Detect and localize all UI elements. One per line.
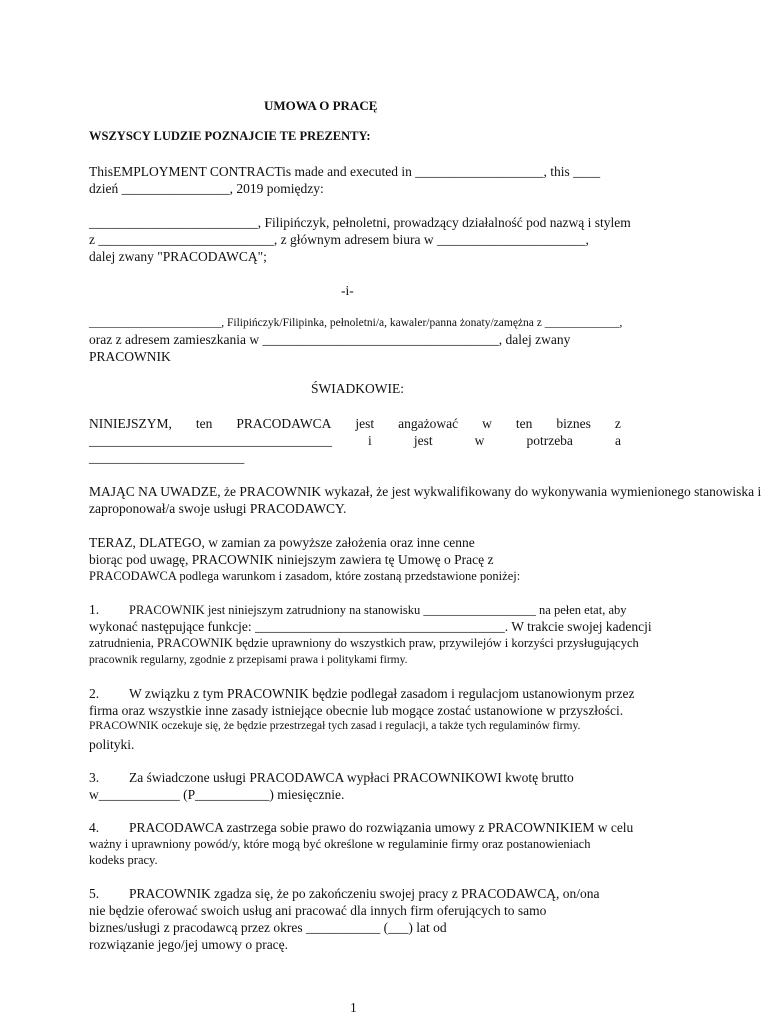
witnesses-heading: ŚWIADKOWIE:: [311, 381, 404, 396]
clause-line: firma oraz wszystkie inne zasady istniejące obecnie lub mogące zostać ustanowione w przyszłości.: [89, 703, 624, 718]
intro-line: dzień ________________, 2019 pomiędzy:: [89, 181, 324, 196]
majac-line: MAJĄC NA UWADZE, że PRACOWNIK wykazał, że jest wykwalifikowany do wykonywania wymienionego stanowiska i: [89, 484, 762, 499]
clause-line: w____________ (P___________) miesięcznie.: [89, 787, 345, 802]
party-separator: -i-: [341, 283, 354, 298]
employee-line: PRACOWNIK: [89, 349, 171, 364]
clause-1: 1. PRACOWNIK jest niniejszym zatrudniony na stanowisku __________________ na pełen etat, aby: [89, 602, 627, 617]
employer-line: _________________________, Filipińczyk, pełnoletni, prowadzący działalność pod nazwą i stylem: [89, 215, 631, 230]
page-number: 1: [350, 1000, 357, 1015]
document-subtitle: WSZYSCY LUDZIE POZNAJCIE TE PREZENTY:: [89, 129, 371, 143]
clause-line: wykonać następujące funkcje: _____________________________________. W trakcie swojej kadencji: [89, 619, 652, 634]
majac-line: zaproponował/a swoje usługi PRACODAWCY.: [89, 501, 347, 516]
clause-line: PRACOWNIK oczekuje się, że będzie przestrzegał tych zasad i regulacji, a także tych regulaminów firmy.: [89, 720, 581, 732]
clause-4: 4. PRACODAWCA zastrzega sobie prawo do rozwiązania umowy z PRACOWNIKIEM w celu: [89, 820, 634, 835]
employee-line: _______________________, Filipińczyk/Filipinka, pełnoletni/a, kawaler/panna żonaty/zamężna z _____________,: [89, 317, 623, 329]
intro-line: ThisEMPLOYMENT CONTRACTis made and executed in ___________________, this ____: [89, 164, 601, 179]
teraz-line: biorąc pod uwagę, PRACOWNIK niniejszym zawiera tę Umowę o Pracę z: [89, 552, 494, 567]
niniejszym-line: ____________________________________ i jest w potrzeba a: [89, 433, 621, 448]
clause-line: nie będzie oferować swoich usług ani pracować dla innych firm oferujących to samo: [89, 903, 547, 918]
clause-line: pracownik regularny, zgodnie z przepisami prawa i politykami firmy.: [89, 654, 408, 666]
clause-line: biznes/usługi z pracodawcą przez okres ___________ (___) lat od: [89, 920, 447, 935]
teraz-line: PRACODAWCA podlega warunkom i zasadom, które zostaną przedstawione poniżej:: [89, 569, 521, 583]
clause-2: 2. W związku z tym PRACOWNIK będzie podlegał zasadom i regulacjom ustanowionym przez: [89, 686, 635, 701]
employer-line: dalej zwany "PRACODAWCĄ";: [89, 249, 267, 264]
clause-line: ważny i uprawniony powód/y, które mogą być określone w regulaminie firmy oraz postanowieniach: [89, 837, 591, 851]
clause-line: zatrudnienia, PRACOWNIK będzie uprawniony do wszystkich praw, przywilejów i korzyści przysługujących: [89, 636, 639, 650]
clause-5: 5. PRACOWNIK zgadza się, że po zakończeniu swojej pracy z PRACODAWCĄ, on/ona: [89, 886, 600, 901]
clause-line: rozwiązanie jego/jej umowy o pracę.: [89, 937, 289, 952]
clause-line: kodeks pracy.: [89, 853, 158, 867]
employee-line: oraz z adresem zamieszkania w ___________________________________, dalej zwany: [89, 332, 571, 347]
clause-3: 3. Za świadczone usługi PRACODAWCA wypłaci PRACOWNIKOWI kwotę brutto: [89, 770, 574, 785]
clause-line: polityki.: [89, 737, 135, 752]
employer-line: z __________________________, z głównym adresem biura w ______________________,: [89, 232, 589, 247]
niniejszym-line: _______________________: [89, 450, 245, 465]
document-title: UMOWA O PRACĘ: [264, 98, 378, 113]
niniejszym-line: NINIEJSZYM, ten PRACODAWCA jest angażować w ten biznes z: [89, 416, 621, 431]
teraz-line: TERAZ, DLATEGO, w zamian za powyższe założenia oraz inne cenne: [89, 535, 475, 550]
